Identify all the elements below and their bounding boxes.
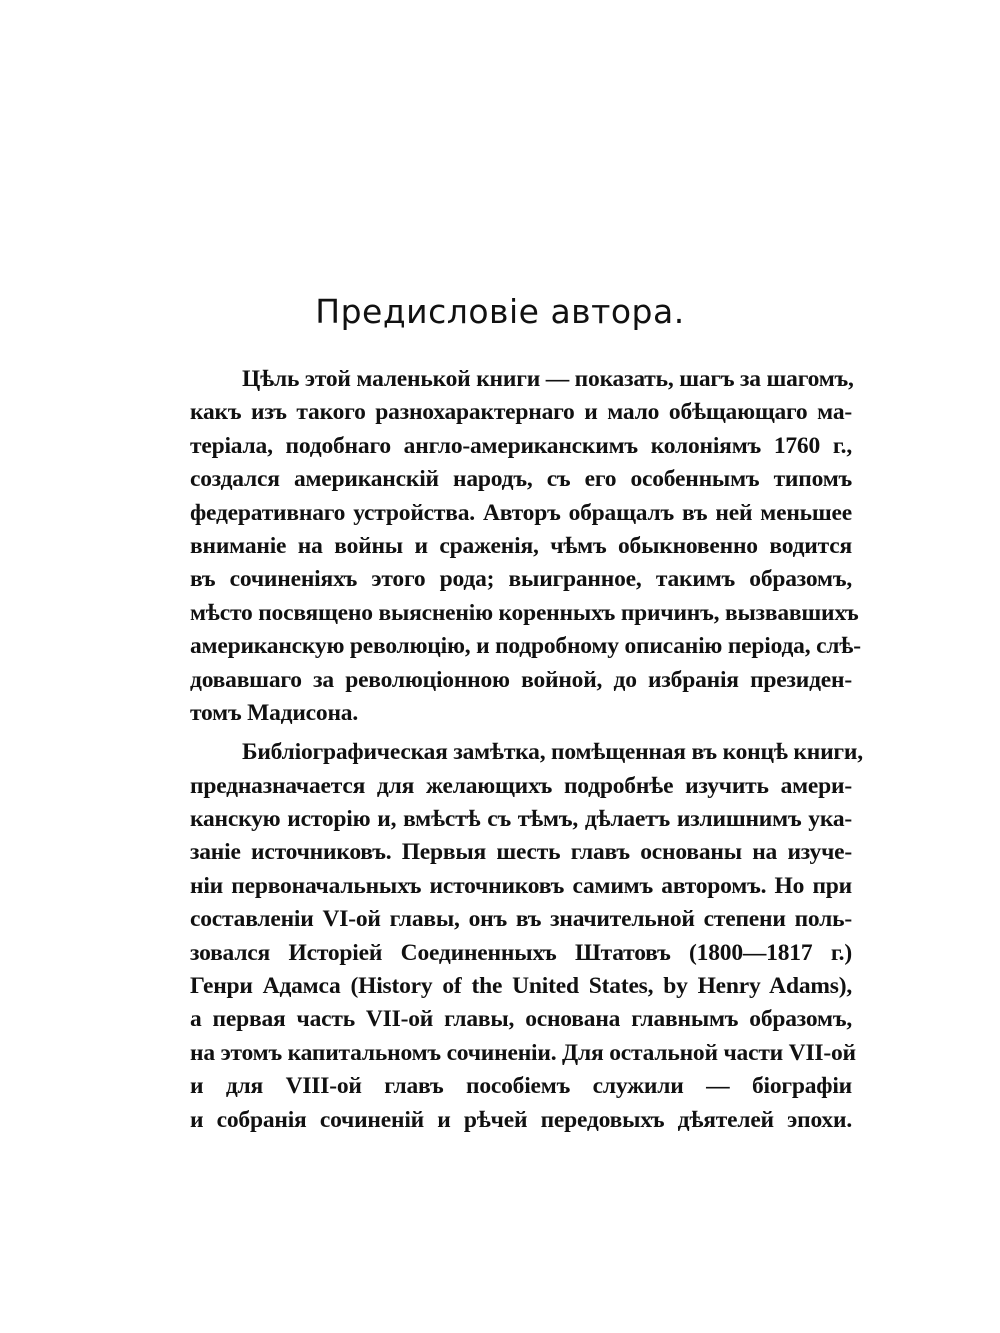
text-line: и собранія сочиненій и рѣчей передовыхъ дѣятелей эпохи. — [190, 1106, 852, 1133]
text-line: и для VIII-ой главъ пособіемъ служили — біографіи — [190, 1073, 852, 1100]
text-line: а первая часть VII-ой главы, основана главнымъ образомъ, — [190, 1006, 852, 1033]
text-line: вниманіе на войны и сраженія, чѣмъ обыкновенно водится — [190, 532, 852, 559]
text-line: канскую исторію и, вмѣстѣ съ тѣмъ, дѣлаетъ излишнимъ ука- — [190, 806, 852, 833]
text-line: создался американскій народъ, съ его особеннымъ типомъ — [190, 466, 852, 493]
text-line: Генри Адамса (History of the United States, by Henry Adams), — [190, 973, 852, 1000]
paragraph-1 — [190, 363, 861, 730]
body-text — [190, 363, 863, 1137]
text-line: какъ изъ такого разнохарактернаго и мало обѣщающаго ма- — [190, 399, 852, 426]
text-line: ніи первоначальныхъ источниковъ самимъ авторомъ. Но при — [190, 872, 852, 899]
text-line: зовался Исторіей Соединенныхъ Штатовъ (1800—1817 г.) — [190, 939, 852, 966]
text-line: мѣсто посвящено выясненію коренныхъ причинъ, вызвавшихъ — [190, 599, 859, 626]
text-line: довавшаго за революціонною войной, до избранія президен- — [190, 666, 852, 693]
text-line: въ сочиненіяхъ этого рода; выигранное, такимъ образомъ, — [190, 566, 852, 593]
text-line: на этомъ капитальномъ сочиненіи. Для остальной части VII-ой — [190, 1039, 856, 1066]
text-line: американскую революцію, и подробному описанію періода, слѣ- — [190, 633, 861, 660]
text-line: заніе источниковъ. Первыя шесть главъ основаны на изуче- — [190, 839, 852, 866]
text-line: Цѣль этой маленькой книги — показать, шагъ за шагомъ, — [242, 366, 854, 392]
text-line: Библіографическая замѣтка, помѣщенная въ концѣ книги, — [242, 739, 863, 766]
paragraph-2 — [190, 736, 863, 1137]
text-line: федеративнаго устройства. Авторъ обращалъ въ ней меньшее — [190, 499, 852, 526]
text-line: томъ Мадисона. — [190, 699, 359, 726]
text-line: предназначается для желающихъ подробнѣе изучить амери- — [190, 772, 852, 799]
text-line: теріала, подобнаго англо-американскимъ колоніямъ 1760 г., — [190, 432, 852, 459]
text-line: составленіи VI-ой главы, онъ въ значительной степени поль- — [190, 906, 852, 933]
page-title: Предисловіе автора. — [315, 292, 685, 331]
